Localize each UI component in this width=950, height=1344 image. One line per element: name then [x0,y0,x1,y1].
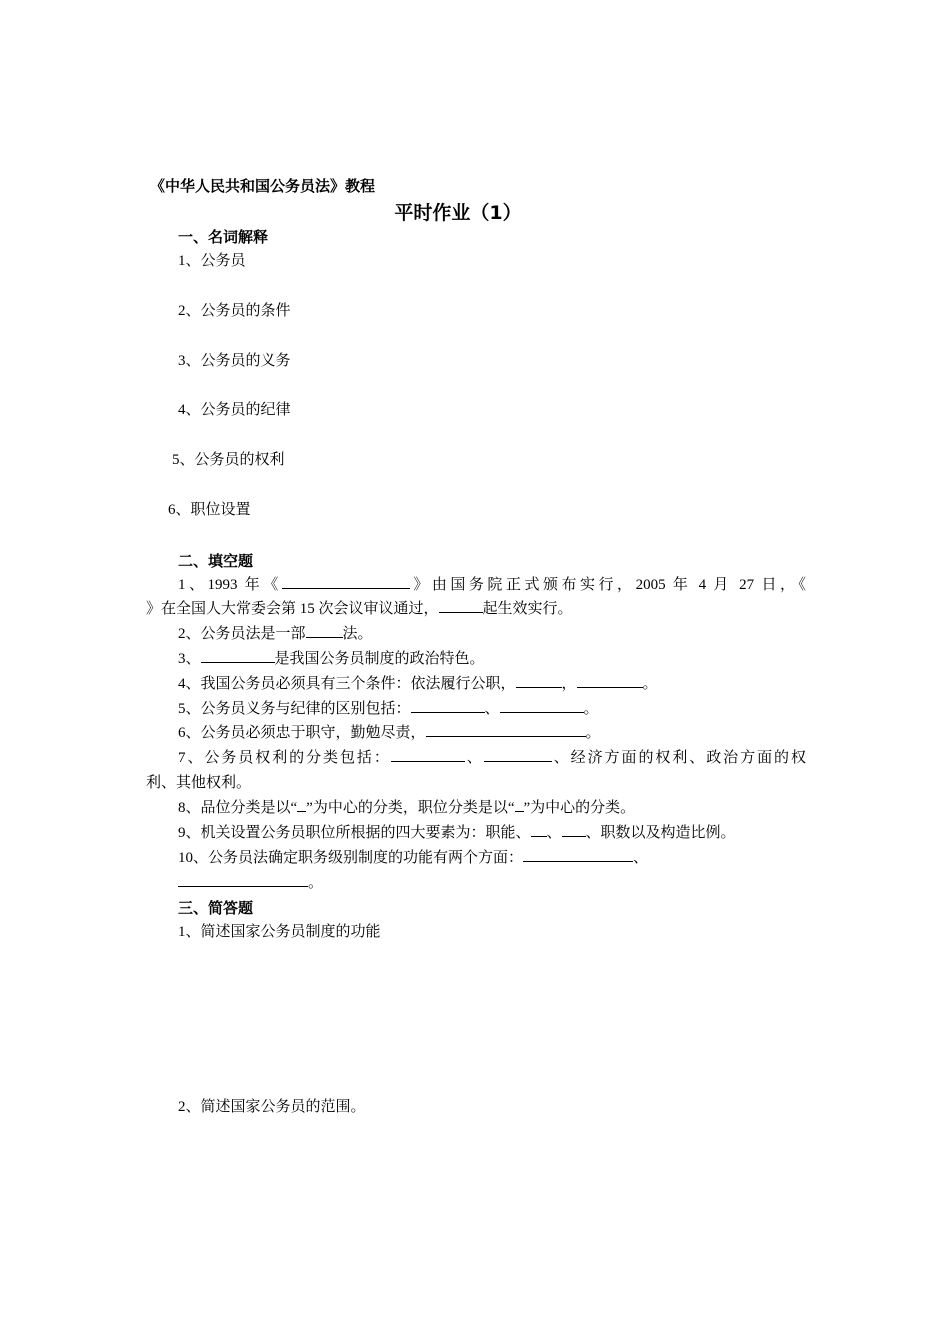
q7-text-c: 、经济方面的权利、政治方面的权 [551,750,806,766]
question-6 [178,721,601,745]
definition-item: 5、公务员的权利 [172,452,285,468]
answer-blank [201,647,275,663]
q8-text-b: ”为中心的分类，职位分类是以“ [306,800,515,816]
q2-text-b: 法。 [342,626,373,642]
question-5 [178,697,599,721]
answer-blank [411,697,485,713]
q7-text-b: 、 [464,750,484,766]
q9-text-a: 9、机关设置公务员职位所根据的四大要素为：职能、 [178,825,531,841]
question-2 [178,622,373,646]
q10-text-a: 10、公务员法确定职务级别制度的功能有两个方面： [178,850,524,866]
q3-text-a: 3、 [178,651,201,667]
question-10-line-1 [178,846,648,870]
short-answer-item: 1、简述国家公务员制度的功能 [178,924,381,940]
question-7-line-1 [178,746,806,770]
question-8 [178,796,635,820]
q8-text-a: 8、品位分类是以“ [178,800,298,816]
answer-blank [439,597,483,613]
definition-item: 1、公务员 [178,253,246,269]
question-3 [178,647,485,671]
definition-item: 6、职位设置 [168,502,251,518]
q9-text-b: 、 [546,825,562,841]
question-4 [178,672,658,696]
q4-text-a: 4、我国公务员必须具有三个条件：依法履行公职， [178,676,516,692]
question-7-line-2: 利、其他权利。 [146,775,252,791]
q1-text-a: 1、1993 年《 [178,577,282,593]
definition-item: 3、公务员的义务 [178,353,291,369]
answer-blank [523,846,633,862]
answer-blank [531,821,547,837]
answer-blank [562,821,586,837]
answer-blank [500,697,584,713]
section-heading-short-answer: 三、简答题 [178,899,254,917]
q10-text-c: 。 [308,875,324,891]
q5-text-a: 5、公务员义务与纪律的区别包括： [178,701,411,717]
q3-text-b: 是我国公务员制度的政治特色。 [274,651,485,667]
q8-text-c: ”为中心的分类。 [523,800,636,816]
q7-text-a: 7、公务员权利的分类包括： [178,750,391,766]
q4-text-c: 。 [642,676,658,692]
q10-text-b: 、 [633,850,649,866]
q4-text-b: ， [561,676,577,692]
answer-blank [178,871,308,887]
question-1-line-1 [178,573,806,597]
q6-text-a: 6、公务员必须忠于职守，勤勉尽责， [178,725,426,741]
q1-text-b: 》由国务院正式颁布实行，2005 年 4 月 27 日，《 [409,577,806,593]
definition-item: 2、公务员的条件 [178,303,291,319]
answer-blank [282,573,410,589]
q9-text-c: 、职数以及构造比例。 [585,825,736,841]
section-heading-fill-blank: 二、填空题 [178,552,254,570]
course-title: 《中华人民共和国公务员法》教程 [150,177,376,195]
short-answer-item: 2、简述国家公务员的范围。 [178,1099,366,1115]
q1-text-c: 》在全国人大常委会第 15 次会议审议通过， [146,601,439,617]
q5-text-c: 。 [583,701,599,717]
answer-blank [484,746,552,762]
section-heading-definitions: 一、名词解释 [178,228,269,246]
assignment-title: 平时作业（1） [394,202,522,224]
q1-text-d: 起生效实行。 [482,601,573,617]
answer-blank [306,622,343,638]
question-1-line-2 [146,597,573,621]
question-9 [178,821,736,845]
answer-blank [515,796,524,812]
answer-blank [577,672,643,688]
answer-blank [516,672,562,688]
answer-blank [297,796,306,812]
definition-item: 4、公务员的纪律 [178,402,291,418]
q6-text-b: 。 [585,725,601,741]
answer-blank [426,721,586,737]
q2-text-a: 2、公务员法是一部 [178,626,306,642]
question-10-line-2 [178,871,323,895]
answer-blank [391,746,465,762]
q5-text-b: 、 [484,701,500,717]
